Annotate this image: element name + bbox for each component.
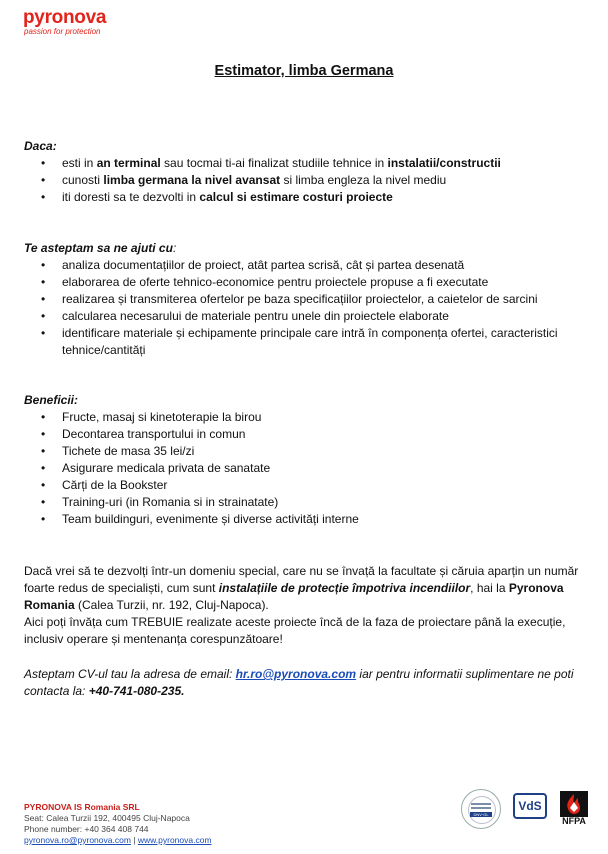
contact-text-middle: iar pentru informatii suplimentare ne poti contacta la: xyxy=(24,667,574,698)
requirements-section xyxy=(24,138,584,206)
tasks-list xyxy=(24,257,584,359)
list-item: • calcularea necesarului de materiale pentru unele din proiectele elaborate xyxy=(24,308,584,325)
list-item: • Fructe, masaj si kinetoterapie la birou xyxy=(24,409,584,426)
text-run: iti doresti sa te dezvolti in xyxy=(62,190,200,204)
dnv-ring-icon xyxy=(468,796,496,824)
text-run: instalațiile de protecție împotriva incendiilor xyxy=(218,581,471,595)
list-item xyxy=(24,172,584,189)
footer-address: Seat: Calea Turzii 192, 400495 Cluj-Napoca xyxy=(24,813,190,823)
email-link[interactable]: hr.ro@pyronova.com xyxy=(235,667,357,681)
company-intro xyxy=(24,563,586,648)
text-run: an terminal xyxy=(96,156,161,170)
dnv-bar-1 xyxy=(471,803,491,805)
benefits-heading: Beneficii: xyxy=(24,393,79,407)
dnv-gl-certification-logo xyxy=(461,789,501,829)
footer-website-link[interactable]: www.pyronova.com xyxy=(137,835,212,845)
text-run: si limba engleza la nivel mediu xyxy=(280,173,447,187)
text-run: sau tocmai ti-ai finalizat studiile tehnice in xyxy=(160,156,388,170)
benefits-section xyxy=(24,392,584,528)
footer-phone: Phone number: +40 364 408 744 xyxy=(24,824,149,834)
text-run: limba germana la nivel avansat xyxy=(103,173,281,187)
nfpa-label: NFPA xyxy=(562,816,586,826)
logo-wordmark: pyronova xyxy=(23,7,107,28)
list-item xyxy=(24,189,584,206)
contact-phone: +40-741-080-235 xyxy=(88,684,182,698)
list-item: • Cărți de la Bookster xyxy=(24,477,584,494)
text-run: esti in xyxy=(62,156,97,170)
text-run: Dacă vrei să te dezvolți într-un domeniu special, care nu se învață la facultate și căruia aparțin un număr foarte redus de specialiști, cum sunt xyxy=(24,564,579,595)
requirements-list xyxy=(24,155,584,206)
list-item: • Decontarea transportului in comun xyxy=(24,426,584,443)
footer xyxy=(24,802,212,846)
benefits-list xyxy=(24,409,584,528)
intro-paragraph-2: Aici poți învăța cum TREBUIE realizate aceste proiecte încă de la faza de proiectare până la execuție, inclusiv operare și mentenanța corespunzătoare! xyxy=(24,615,566,646)
contact-end: . xyxy=(181,684,185,698)
list-item: • realizarea și transmiterea ofertelor pe baza specificațiilor proiectelor, a caietelor de sarcini xyxy=(24,291,584,308)
list-item: • Asigurare medicala privata de sanatate xyxy=(24,460,584,477)
dnv-bar-2 xyxy=(471,807,491,809)
vds-certification-logo: VdS xyxy=(513,793,547,819)
requirements-heading: Daca: xyxy=(24,139,57,153)
footer-separator: | xyxy=(130,835,138,845)
list-item: • Training-uri (in Romania si in strainatate) xyxy=(24,494,584,511)
text-run: calcul si estimare costuri proiecte xyxy=(199,190,393,204)
intro-paragraph-1 xyxy=(24,563,586,614)
text-run: (Calea Turzii, nr. 192, Cluj-Napoca). xyxy=(74,598,269,612)
tasks-section xyxy=(24,240,584,359)
contact-paragraph xyxy=(24,666,586,700)
text-run: cunosti xyxy=(62,173,104,187)
list-item: • elaborarea de oferte tehnico-economice pentru proiectele propuse a fi executate xyxy=(24,274,584,291)
contact-text-before: Asteptam CV-ul tau la adresa de email: xyxy=(24,667,236,681)
tasks-heading-text: Te asteptam sa ne ajuti cu xyxy=(24,241,173,255)
footer-email-link[interactable]: pyronova.ro@pyronova.com xyxy=(24,835,131,845)
logo-tagline: passion for protection xyxy=(24,27,101,36)
dnv-label: DNV·GL xyxy=(473,812,489,817)
job-title: Estimator, limba Germana xyxy=(214,63,394,79)
company-logo xyxy=(23,8,106,36)
list-item: • identificare materiale și echipamente principale care intră în componența ofertei, caracteristici tehnice/cantități xyxy=(24,325,584,359)
text-run: Pyronova Romania xyxy=(24,581,564,612)
footer-links xyxy=(24,835,212,846)
list-item: • Team buildinguri, evenimente și diverse activități interne xyxy=(24,511,584,528)
contact-section xyxy=(24,666,586,700)
nfpa-logo xyxy=(557,790,591,828)
list-item xyxy=(24,155,584,172)
tasks-heading-suffix: : xyxy=(172,241,177,255)
text-run: instalatii/constructii xyxy=(387,156,501,170)
list-item: • analiza documentațiilor de proiect, atât partea scrisă, cât și partea desenată xyxy=(24,257,584,274)
text-run: , hai la xyxy=(470,581,509,595)
list-item: • Tichete de masa 35 lei/zi xyxy=(24,443,584,460)
footer-company: PYRONOVA IS Romania SRL xyxy=(24,802,140,812)
tasks-heading xyxy=(24,240,584,257)
